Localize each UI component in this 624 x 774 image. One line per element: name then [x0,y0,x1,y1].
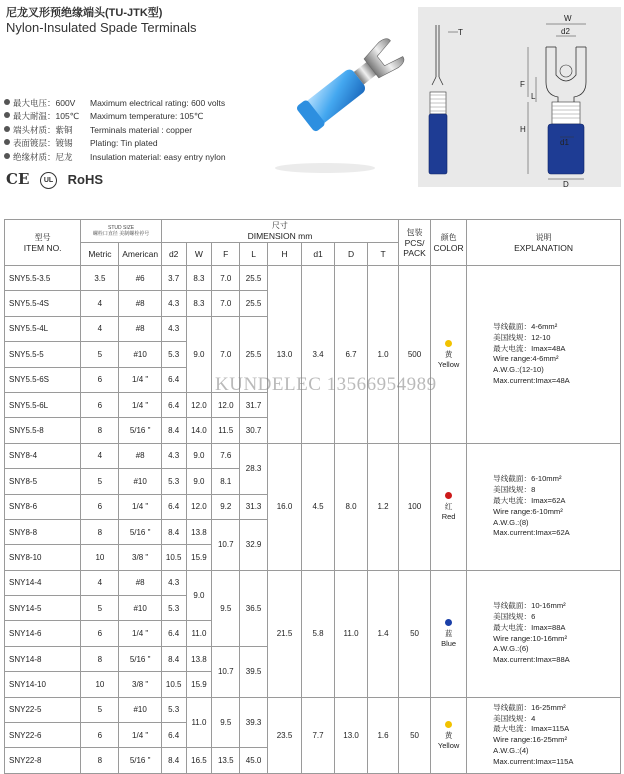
table-cell: 12.0 [186,392,212,417]
explanation-line: 导线截面：10-16mm² [493,601,566,611]
table-cell: 1/4 " [119,723,161,748]
explanation-line: 美国线规：4 [493,713,536,723]
title-chinese: 尼龙叉形预绝缘端头(TU-JTK型) [6,7,163,19]
table-cell: 5/16 " [119,748,161,773]
table-cell: 1/4 " [119,392,161,417]
table-cell: 8 [81,519,119,544]
table-cell: 6 [81,392,119,417]
table-row [5,570,621,595]
table-cell: 25.5 [240,291,268,316]
table-cell: 31.7 [240,392,268,417]
cell-item-no: SNY8-10 [5,545,81,570]
cell-color: 黄 Yellow [431,266,467,444]
table-cell: 13.8 [186,519,212,544]
spec-label-en: Terminals material : copper [90,124,193,135]
explanation-line: A.W.G.:(4) [493,746,529,756]
table-cell: 5.3 [161,596,186,621]
diagram-label-f: F [520,80,525,89]
table-cell: #10 [119,342,161,367]
table-cell: 32.9 [240,519,268,570]
table-cell: 7.0 [212,266,240,291]
explanation-line: A.W.G.:(8) [493,517,529,527]
table-cell: 13.0 [335,697,368,773]
table-cell: 9.2 [212,494,240,519]
table-cell: 4.3 [161,316,186,341]
table-cell: 39.3 [240,697,268,748]
table-cell: 6.4 [161,392,186,417]
table-cell: 1.2 [368,443,399,570]
diagram-label-d: D [563,180,569,187]
cell-t: 1.0 [368,266,399,444]
explanation-line: Max.current:Imax=88A [493,655,570,665]
table-cell: 15.9 [186,672,212,697]
table-cell: #8 [119,570,161,595]
header-d2: d2 [161,243,186,266]
table-cell: 12.0 [212,392,240,417]
cell-item-no: SNY22-8 [5,748,81,773]
cell-explanation [467,443,621,570]
spec-label-en: Maximum electrical rating: 600 volts [90,98,226,108]
explanation-line: 导线截面：16-25mm² [493,702,566,712]
table-cell: 9.0 [186,469,212,494]
cell-d: 6.7 [335,266,368,444]
explanation-line: 导线截面：6-10mm² [493,474,562,484]
table-cell: 39.5 [240,646,268,697]
table-cell: 8.4 [161,646,186,671]
table-cell: 12.0 [186,494,212,519]
spec-label-cn: 绝缘材质：尼龙 [13,151,73,162]
table-cell: 50 [399,697,431,773]
diagram-label-t: T [458,28,463,37]
cell-item-no: SNY8-4 [5,443,81,468]
header-pack: 包装 PCS/ PACK [399,220,431,266]
cell-item-no: SNY14-8 [5,646,81,671]
table-cell: 5 [81,469,119,494]
table-cell: 13.5 [212,748,240,773]
explanation-line: 美国线规：8 [493,485,536,495]
cell-item-no: SNY5.5-4S [5,291,81,316]
table-cell: 6.4 [161,367,186,392]
table-cell: #8 [119,316,161,341]
explanation-line: 美国线规：6 [493,612,536,622]
color-dot [445,492,452,499]
table-cell: #10 [119,469,161,494]
table-cell: 9.5 [212,570,240,646]
table-cell: 3.5 [81,266,119,291]
table-row [5,266,621,291]
table-cell: 8.1 [212,469,240,494]
color-dot [445,619,452,626]
cell-color: 蓝 Blue [431,570,467,697]
table-cell: 8 [81,418,119,443]
table-cell: 9.0 [186,316,212,392]
table-cell: 4.5 [302,443,335,570]
table-cell: 11.0 [335,570,368,697]
diagram-label-h: H [520,125,526,134]
header-f: F [212,243,240,266]
cell-item-no: SNY22-5 [5,697,81,722]
explanation-line: 最大电流：Imax=48A [493,343,566,353]
table-cell: 3.7 [161,266,186,291]
header-stud-size: STUD SIZE 螺栓口直径 美制螺栓停号 [81,220,161,243]
explanation-line: Wire range:10-16mm² [493,633,567,643]
table-cell: 9.0 [186,443,212,468]
table-cell: 10 [81,672,119,697]
table-row [5,443,621,468]
table-cell: 1/4 " [119,621,161,646]
color-dot [445,340,452,347]
explanation-line: Wire range:6-10mm² [493,506,563,516]
table-cell: 4 [81,291,119,316]
explanation-line: Wire range:4-6mm² [493,354,559,364]
spec-label-cn: 表面镀层：镀锡 [13,138,73,149]
spec-label-cn: 端头材质：紫铜 [13,124,73,135]
cell-explanation [467,266,621,444]
header-dimension: 尺寸 DIMENSION mm [161,220,398,243]
table-cell: 5.3 [161,469,186,494]
header-d1: d1 [302,243,335,266]
table-cell: 45.0 [240,748,268,773]
cell-item-no: SNY22-6 [5,723,81,748]
cell-pack: 500 [399,266,431,444]
header-l: L [240,243,268,266]
table-cell: #10 [119,697,161,722]
spec-label-en: Plating: Tin plated [90,138,158,149]
explanation-line: Wire range:16-25mm² [493,735,567,745]
table-cell: #6 [119,266,161,291]
table-cell: 8.4 [161,418,186,443]
cell-item-no: SNY5.5-6L [5,392,81,417]
explanation-line: 导线截面：4-6mm² [493,321,558,331]
diagram-label-l: L [531,92,536,101]
cell-item-no: SNY5.5-6S [5,367,81,392]
ce-logo: CE [6,170,30,188]
table-cell: 15.9 [186,545,212,570]
table-cell: 100 [399,443,431,570]
table-cell: 1/4 " [119,367,161,392]
table-cell: 30.7 [240,418,268,443]
table-cell: 6 [81,494,119,519]
table-cell: 8.4 [161,748,186,773]
table-cell: 1/4 " [119,494,161,519]
cell-explanation [467,570,621,697]
cell-item-no: SNY14-5 [5,596,81,621]
table-cell: 16.5 [186,748,212,773]
cell-color: 红 Red [431,443,467,570]
table-cell: 36.5 [240,570,268,646]
table-cell: 5.3 [161,697,186,722]
spec-label-cn: 最大耐温：105℃ [13,111,80,122]
header-d: D [335,243,368,266]
spec-item [4,137,226,150]
cell-item-no: SNY5.5-5 [5,342,81,367]
table-cell: 23.5 [268,697,302,773]
bullet-icon [4,153,10,159]
table-cell: 31.3 [240,494,268,519]
cell-item-no: SNY8-8 [5,519,81,544]
ul-logo: UL [40,172,57,189]
table-cell: 3/8 " [119,545,161,570]
cell-d1: 3.4 [302,266,335,444]
spec-label-en: Insulation material: easy entry nylon [90,151,226,162]
table-cell: 8.0 [335,443,368,570]
cell-item-no: SNY5.5-8 [5,418,81,443]
bullet-icon [4,112,10,118]
table-cell: 5.3 [161,342,186,367]
table-cell: 6.4 [161,723,186,748]
table-cell: 25.5 [240,316,268,392]
explanation-line: A.W.G.:(12-10) [493,365,544,375]
cell-item-no: SNY14-4 [5,570,81,595]
table-cell: 7.6 [212,443,240,468]
spec-table [4,219,621,774]
spec-label-en: Maximum temperature: 105℃ [90,111,204,122]
diagram-label-d1: d1 [560,138,569,147]
diagram-label-w: W [564,14,572,23]
table-cell: 4 [81,443,119,468]
explanation-line: Max.current:Imax=115A [493,756,574,766]
cell-explanation [467,697,621,773]
cell-item-no: SNY5.5-3.5 [5,266,81,291]
cell-item-no: SNY14-10 [5,672,81,697]
color-dot [445,721,452,728]
table-cell: 6 [81,621,119,646]
explanation-line: 最大电流：Imax=115A [493,724,570,734]
table-cell: 11.5 [212,418,240,443]
table-cell: 1.4 [368,570,399,697]
table-cell: 5.8 [302,570,335,697]
table-cell: 4.3 [161,570,186,595]
bullet-icon [4,139,10,145]
cell-item-no: SNY8-5 [5,469,81,494]
table-cell: 10.7 [212,519,240,570]
header-item: 型号 ITEM NO. [5,220,81,266]
table-cell: 8.3 [186,266,212,291]
spec-item [4,97,226,110]
table-cell: 5/16 " [119,646,161,671]
table-cell: 4 [81,570,119,595]
cell-item-no: SNY5.5-4L [5,316,81,341]
cell-item-no: SNY14-6 [5,621,81,646]
table-cell: 1.6 [368,697,399,773]
table-cell: #8 [119,291,161,316]
table-cell: 10.5 [161,545,186,570]
table-cell: 10.7 [212,646,240,697]
header-t: T [368,243,399,266]
table-cell: 6.4 [161,621,186,646]
table-cell: 6.4 [161,494,186,519]
spec-label-cn: 最大电压：600V [13,98,76,108]
table-row [5,697,621,722]
header-american: American [119,243,161,266]
header-w: W [186,243,212,266]
table-cell: 11.0 [186,697,212,748]
table-cell: 3/8 " [119,672,161,697]
explanation-line: 最大电流：Imax=62A [493,495,566,505]
rohs-logo: RoHS [67,172,104,187]
spec-item [4,151,226,164]
table-cell: 8.4 [161,519,186,544]
watermark: KUNDELEC 13566954989 [215,374,437,395]
dimension-diagram [418,7,621,187]
table-cell: 16.0 [268,443,302,570]
table-cell: 8 [81,646,119,671]
table-cell: 14.0 [186,418,212,443]
table-cell: 9.5 [212,697,240,748]
table-cell: 5/16 " [119,418,161,443]
table-cell: 28.3 [240,443,268,494]
table-cell: 7.0 [212,316,240,392]
explanation-line: Max.current:Imax=48A [493,375,570,385]
table-cell: 6 [81,723,119,748]
table-cell: 8 [81,748,119,773]
spec-item [4,124,226,137]
table-cell: 4 [81,316,119,341]
spec-item [4,110,226,123]
table-cell: 5/16 " [119,519,161,544]
certification-logos [6,170,110,189]
bullet-icon [4,99,10,105]
spec-list [4,97,226,164]
table-cell: #10 [119,596,161,621]
table-cell: 5 [81,342,119,367]
table-cell: 13.8 [186,646,212,671]
table-cell: 4.3 [161,443,186,468]
title-english: Nylon-Insulated Spade Terminals [6,20,197,35]
table-cell: #8 [119,443,161,468]
table-cell: 5 [81,596,119,621]
explanation-line: 美国线规：12-10 [493,332,551,342]
header-color: 颜色 COLOR [431,220,467,266]
table-cell: 11.0 [186,621,212,646]
table-cell: 50 [399,570,431,697]
diagram-label-d2: d2 [561,27,570,36]
cell-item-no: SNY8-6 [5,494,81,519]
table-cell: 5 [81,697,119,722]
explanation-line: Max.current:Imax=62A [493,528,570,538]
header-metric: Metric [81,243,119,266]
table-cell: 8.3 [186,291,212,316]
cell-color: 黄 Yellow [431,697,467,773]
header-explanation: 说明 EXPLANATION [467,220,621,266]
header-h: H [268,243,302,266]
cell-h: 13.0 [268,266,302,444]
table-cell: 10.5 [161,672,186,697]
table-cell: 4.3 [161,291,186,316]
table-cell: 7.0 [212,291,240,316]
bullet-icon [4,126,10,132]
table-cell: 25.5 [240,266,268,291]
table-cell: 21.5 [268,570,302,697]
table-cell: 10 [81,545,119,570]
table-cell: 9.0 [186,570,212,621]
explanation-line: A.W.G.:(6) [493,644,529,654]
table-cell: 7.7 [302,697,335,773]
explanation-line: 最大电流：Imax=88A [493,622,566,632]
table-cell: 6 [81,367,119,392]
product-photo [255,18,425,183]
